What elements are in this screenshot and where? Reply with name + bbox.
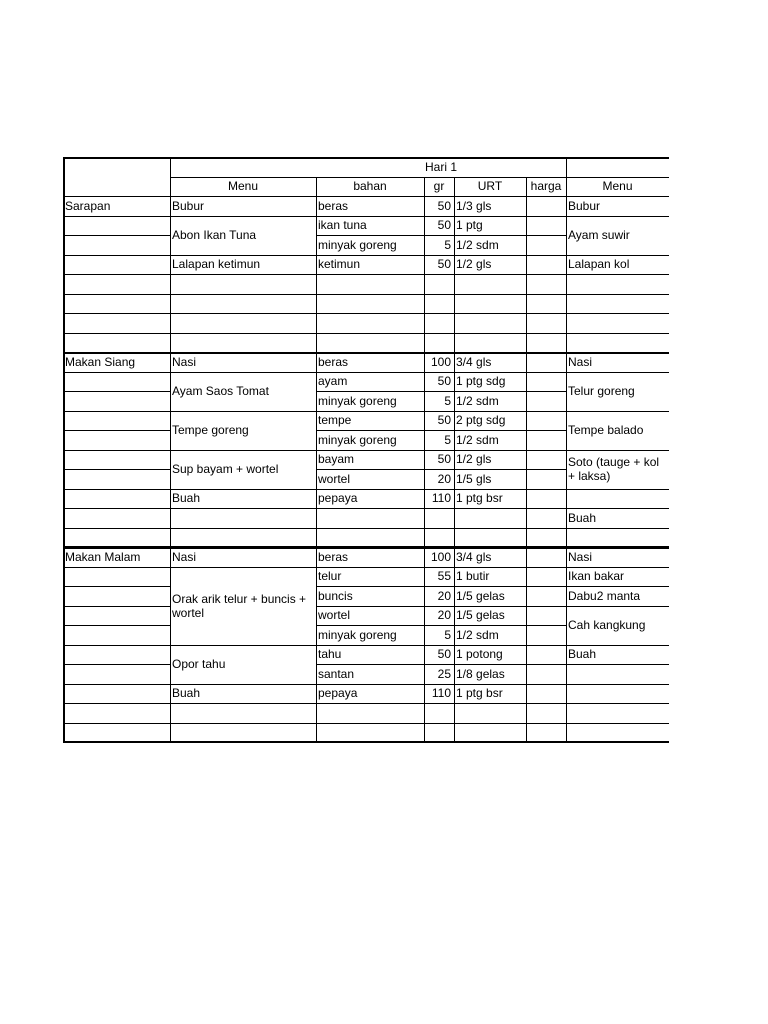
- gr-cell: 50: [437, 374, 451, 389]
- row-line: [63, 450, 170, 451]
- menu-cell: Sup bayam + wortel: [172, 462, 279, 476]
- row-line: [63, 391, 170, 392]
- row-line: [316, 508, 566, 509]
- row-line: [316, 411, 566, 412]
- gr-cell: 5: [444, 237, 451, 252]
- urt-cell: 1 ptg: [456, 218, 483, 233]
- col-line: [316, 177, 317, 743]
- row-line: [316, 372, 566, 373]
- bahan-cell: tahu: [318, 647, 342, 662]
- row-line: [566, 723, 669, 724]
- row-line: [566, 586, 669, 587]
- gr-cell: 25: [437, 666, 451, 681]
- bahan-cell: wortel: [318, 471, 351, 486]
- row-line: [63, 235, 170, 236]
- bahan-cell: minyak goreng: [318, 237, 397, 252]
- menu2-cell: Tempe balado: [568, 423, 644, 437]
- section-sep: [63, 352, 669, 354]
- row-line: [170, 333, 316, 334]
- row-line: [566, 313, 669, 314]
- row-line: [63, 528, 170, 529]
- row-line: [566, 567, 669, 568]
- row-line: [566, 703, 669, 704]
- row-line: [63, 411, 170, 412]
- urt-cell: 1/8 gelas: [456, 666, 505, 681]
- row-line: [566, 664, 669, 665]
- row-line: [63, 684, 170, 685]
- menu-cell: Abon Ikan Tuna: [172, 228, 257, 242]
- urt-cell: 1/5 gelas: [456, 608, 505, 623]
- row-line: [170, 723, 316, 724]
- header-gr: gr: [433, 179, 445, 194]
- urt-cell: 1 ptg sdg: [456, 374, 506, 389]
- row-line: [566, 508, 669, 509]
- row-line: [63, 372, 170, 373]
- gr-cell: 100: [430, 354, 451, 369]
- gr-cell: 50: [437, 257, 451, 272]
- row-line: [170, 313, 316, 314]
- row-line: [170, 450, 316, 451]
- urt-cell: 3/4 gls: [456, 354, 492, 369]
- row-line: [316, 723, 566, 724]
- header-harga: harga: [530, 179, 562, 194]
- menu-cell: Nasi: [172, 549, 197, 564]
- row-line: [63, 255, 170, 256]
- row-line: [170, 684, 316, 685]
- row-line: [566, 372, 669, 373]
- menu2-cell: Bubur: [568, 198, 601, 213]
- bahan-cell: pepaya: [318, 686, 358, 701]
- urt-cell: 1 ptg bsr: [456, 686, 503, 701]
- col-line: [424, 177, 425, 743]
- menu2-cell: Telur goreng: [568, 384, 635, 398]
- row-line: [63, 430, 170, 431]
- row-line: [63, 723, 170, 724]
- bahan-cell: tempe: [318, 413, 352, 428]
- row-line: [316, 625, 566, 626]
- menu-cell: Nasi: [172, 354, 197, 369]
- row-line: [170, 645, 316, 646]
- bahan-cell: buncis: [318, 588, 353, 603]
- menu2-cell: Nasi: [568, 354, 593, 369]
- gr-cell: 50: [437, 218, 451, 233]
- row-line: [316, 469, 566, 470]
- row-line: [566, 216, 669, 217]
- gr-cell: 55: [437, 569, 451, 584]
- col-line: [526, 177, 527, 743]
- row-line: [316, 333, 566, 334]
- menu-cell: Orak arik telur + buncis + wortel: [172, 591, 307, 620]
- row-line: [63, 606, 170, 607]
- menu-cell: Buah: [172, 491, 201, 506]
- row-line: [316, 528, 566, 529]
- header-bahan: bahan: [353, 179, 387, 194]
- urt-cell: 1 ptg bsr: [456, 491, 503, 506]
- bahan-cell: ketimun: [318, 257, 361, 272]
- menu2-cell: Nasi: [568, 549, 593, 564]
- urt-cell: 1/2 sdm: [456, 393, 499, 408]
- row-line: [170, 528, 316, 529]
- menu-cell: Lalapan ketimun: [172, 257, 261, 272]
- urt-cell: 2 ptg sdg: [456, 413, 506, 428]
- row-line: [63, 216, 170, 217]
- row-line: [316, 586, 566, 587]
- row-line: [566, 489, 669, 490]
- row-line: [170, 216, 316, 217]
- urt-cell: 3/4 gls: [456, 549, 492, 564]
- gr-cell: 110: [431, 491, 451, 506]
- row-line: [170, 411, 316, 412]
- meal-label: Makan Siang: [65, 354, 136, 369]
- bahan-cell: beras: [318, 198, 349, 213]
- row-line: [316, 489, 566, 490]
- day-title: Hari 1: [424, 159, 457, 174]
- row-line: [63, 508, 170, 509]
- gr-cell: 5: [444, 432, 451, 447]
- bahan-cell: santan: [318, 666, 355, 681]
- row-line: [316, 684, 566, 685]
- urt-cell: 1 butir: [456, 569, 490, 584]
- row-line: [566, 333, 669, 334]
- menu-cell: Bubur: [172, 198, 205, 213]
- gr-cell: 5: [444, 393, 451, 408]
- row-line: [63, 333, 170, 334]
- row-line: [316, 664, 566, 665]
- row-line: [63, 645, 170, 646]
- row-line: [63, 703, 170, 704]
- row-line: [316, 274, 566, 275]
- bahan-cell: pepaya: [318, 491, 358, 506]
- urt-cell: 1/5 gelas: [456, 588, 505, 603]
- gr-cell: 100: [430, 549, 451, 564]
- gr-cell: 50: [437, 452, 451, 467]
- row-line: [63, 196, 669, 197]
- menu-table: [63, 157, 669, 744]
- gr-cell: 20: [437, 588, 451, 603]
- row-line: [316, 430, 566, 431]
- row-line: [566, 645, 669, 646]
- row-line: [63, 489, 170, 490]
- row-line: [316, 313, 566, 314]
- menu2-cell: Dabu2 manta: [568, 588, 641, 603]
- menu-cell: Opor tahu: [172, 657, 226, 671]
- row-line: [170, 567, 316, 568]
- row-line: [63, 664, 170, 665]
- row-line: [170, 372, 316, 373]
- gr-cell: 110: [431, 686, 451, 701]
- header-urt: URT: [477, 179, 503, 194]
- gr-cell: 50: [437, 198, 451, 213]
- bahan-cell: beras: [318, 549, 349, 564]
- row-line: [566, 255, 669, 256]
- row-line: [566, 450, 669, 451]
- row-line: [63, 274, 170, 275]
- bahan-cell: wortel: [318, 608, 351, 623]
- bahan-cell: beras: [318, 354, 349, 369]
- bahan-cell: ayam: [318, 374, 348, 389]
- gr-cell: 20: [437, 608, 451, 623]
- row-line: [316, 294, 566, 295]
- row-line: [566, 274, 669, 275]
- bahan-cell: minyak goreng: [318, 393, 397, 408]
- urt-cell: 1/2 sdm: [456, 627, 499, 642]
- menu-cell: Ayam Saos Tomat: [172, 384, 269, 398]
- row-line: [170, 177, 669, 178]
- urt-cell: 1 potong: [456, 647, 503, 662]
- row-line: [566, 684, 669, 685]
- row-line: [566, 411, 669, 412]
- row-line: [63, 625, 170, 626]
- row-line: [316, 703, 566, 704]
- row-line: [170, 274, 316, 275]
- row-line: [566, 528, 669, 529]
- row-line: [316, 391, 566, 392]
- menu-cell: Tempe goreng: [172, 423, 249, 437]
- menu2-cell: Ikan bakar: [568, 569, 625, 584]
- urt-cell: 1/2 sdm: [456, 432, 499, 447]
- border-bottom: [63, 741, 669, 743]
- row-line: [316, 450, 566, 451]
- urt-cell: 1/2 sdm: [456, 237, 499, 252]
- row-line: [316, 255, 566, 256]
- bahan-cell: ikan tuna: [318, 218, 367, 233]
- row-line: [63, 313, 170, 314]
- bahan-cell: bayam: [318, 452, 355, 467]
- col-line: [454, 177, 455, 743]
- row-line: [316, 567, 566, 568]
- row-line: [170, 703, 316, 704]
- menu-cell: Buah: [172, 686, 201, 701]
- border-top: [63, 157, 669, 159]
- menu2-cell: Buah: [568, 510, 597, 525]
- menu2-cell: Ayam suwir: [568, 228, 630, 242]
- menu2-cell: Cah kangkung: [568, 618, 646, 632]
- row-line: [170, 294, 316, 295]
- row-line: [170, 508, 316, 509]
- row-line: [316, 606, 566, 607]
- menu2-cell: Buah: [568, 647, 597, 662]
- gr-cell: 50: [437, 413, 451, 428]
- urt-cell: 1/3 gls: [456, 198, 492, 213]
- meal-label: Sarapan: [65, 198, 111, 213]
- row-line: [63, 294, 170, 295]
- row-line: [316, 235, 566, 236]
- meal-label: Makan Malam: [65, 549, 141, 564]
- header-menu: Menu: [227, 179, 259, 194]
- bahan-cell: minyak goreng: [318, 627, 397, 642]
- gr-cell: 5: [444, 627, 451, 642]
- urt-cell: 1/2 gls: [456, 257, 492, 272]
- row-line: [63, 586, 170, 587]
- menu2-cell: Soto (tauge + kol + laksa): [568, 455, 660, 483]
- row-line: [566, 294, 669, 295]
- bahan-cell: telur: [318, 569, 342, 584]
- section-sep: [63, 546, 669, 549]
- row-line: [316, 216, 566, 217]
- row-line: [63, 469, 170, 470]
- row-line: [566, 606, 669, 607]
- urt-cell: 1/5 gls: [456, 471, 492, 486]
- menu2-cell: Lalapan kol: [568, 257, 630, 272]
- header-menu-2: Menu: [602, 179, 633, 194]
- row-line: [63, 567, 170, 568]
- row-line: [170, 489, 316, 490]
- gr-cell: 20: [437, 471, 451, 486]
- urt-cell: 1/2 gls: [456, 452, 492, 467]
- bahan-cell: minyak goreng: [318, 432, 397, 447]
- gr-cell: 50: [437, 647, 451, 662]
- row-line: [316, 645, 566, 646]
- row-line: [170, 255, 316, 256]
